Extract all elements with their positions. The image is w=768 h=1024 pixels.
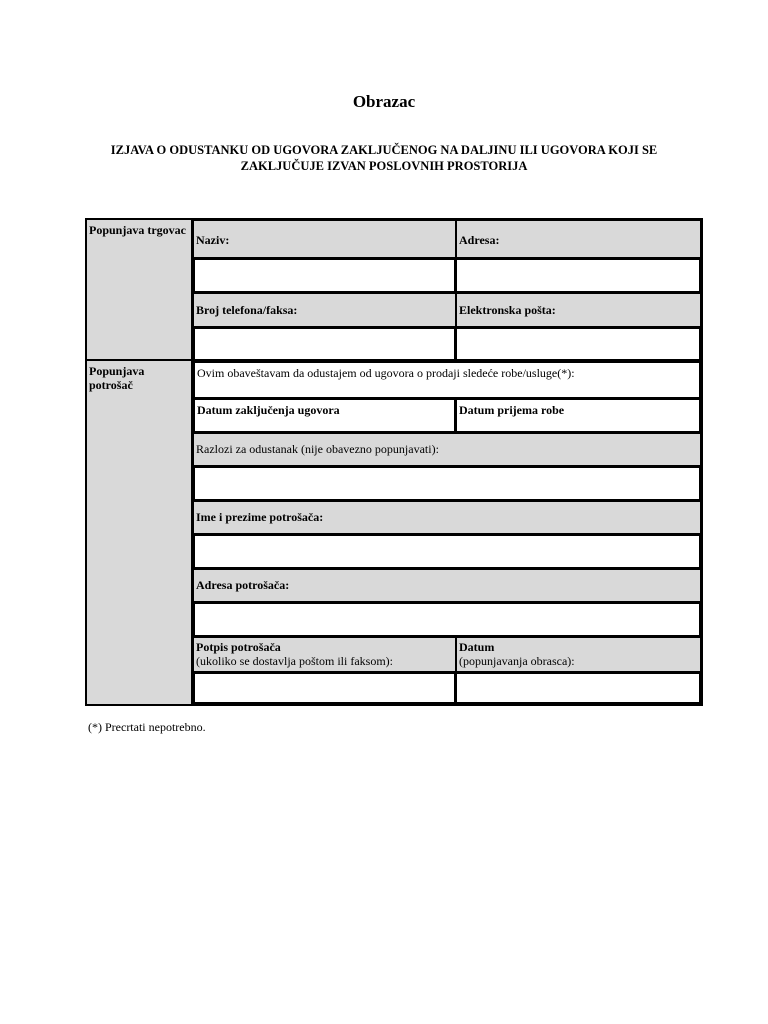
- receipt-date-field[interactable]: [455, 398, 701, 433]
- reasons-label-row: [193, 433, 701, 466]
- consumer-side-label-1: Popunjava: [89, 364, 145, 378]
- consumer-section-label: [87, 359, 193, 704]
- withdrawal-form: [85, 218, 703, 706]
- subtitle-line-1: IZJAVA O ODUSTANKU OD UGOVORA ZAKLJUČENOG NA DALJINU ILI UGOVORA KOJI SE: [110, 143, 658, 157]
- footnote: (*) Precrtati nepotrebno.: [88, 720, 206, 734]
- signature-field[interactable]: [193, 672, 456, 704]
- consumer-address-field[interactable]: [193, 602, 701, 637]
- consumer-notice-field[interactable]: [193, 361, 701, 399]
- contract-date-label: Datum zaključenja ugovora: [197, 403, 340, 417]
- reasons-label: Razlozi za odustanak (nije obavezno popunjavati):: [196, 442, 439, 456]
- trader-address-label: [456, 220, 701, 258]
- date-label: Datum: [459, 640, 495, 654]
- receipt-date-label: Datum prijema robe: [459, 403, 565, 417]
- reasons-field[interactable]: [193, 466, 701, 501]
- trader-phone-field[interactable]: [193, 327, 456, 361]
- page-title: Obrazac: [352, 92, 416, 111]
- full-name-label: Ime i prezime potrošača:: [196, 510, 324, 524]
- trader-phone-label: [193, 293, 456, 327]
- full-name-label-row: [193, 501, 701, 534]
- trader-section-label: [87, 220, 193, 359]
- form-subtitle: [90, 142, 678, 174]
- trader-email-field[interactable]: [455, 327, 701, 361]
- trader-name-label: [193, 220, 456, 258]
- trader-name-field[interactable]: [193, 258, 456, 293]
- contract-date-field[interactable]: [193, 398, 456, 433]
- trader-phone-label-text: Broj telefona/faksa:: [196, 303, 298, 317]
- trader-address-field[interactable]: [455, 258, 701, 293]
- trader-email-label: [456, 293, 701, 327]
- trader-name-label-text: Naziv:: [196, 233, 230, 247]
- consumer-notice-text: Ovim obaveštavam da odustajem od ugovora o prodaji sledeće robe/usluge(*):: [197, 366, 575, 380]
- trader-email-label-text: Elektronska pošta:: [459, 303, 556, 317]
- consumer-address-label: Adresa potrošača:: [196, 578, 290, 592]
- date-field[interactable]: [455, 672, 701, 704]
- consumer-address-label-row: [193, 569, 701, 602]
- date-note: (popunjavanja obrasca):: [459, 654, 575, 668]
- signature-label: Potpis potrošača: [196, 640, 281, 654]
- signature-label-cell: [193, 637, 456, 672]
- trader-side-label: Popunjava trgovac: [89, 223, 186, 237]
- consumer-side-label-2: potrošač: [89, 378, 133, 392]
- trader-address-label-text: Adresa:: [459, 233, 500, 247]
- full-name-field[interactable]: [193, 534, 701, 569]
- date-label-cell: [456, 637, 701, 672]
- subtitle-line-2: ZAKLJUČUJE IZVAN POSLOVNIH PROSTORIJA: [240, 159, 528, 173]
- signature-note: (ukoliko se dostavlja poštom ili faksom):: [196, 654, 393, 668]
